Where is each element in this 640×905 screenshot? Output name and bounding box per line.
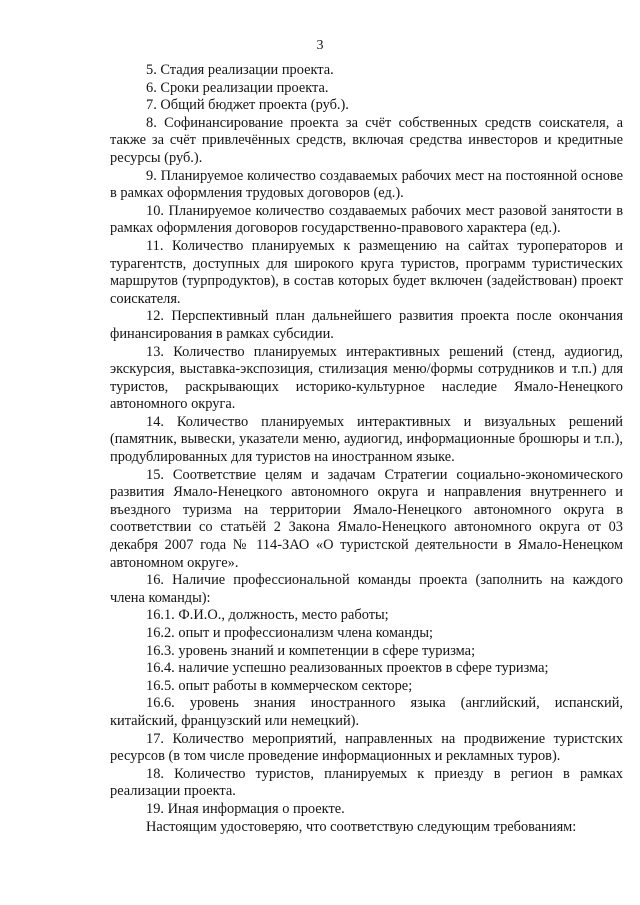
item-19-other-info: 19. Иная информация о проекте. bbox=[146, 800, 345, 817]
item-10-temporary-jobs: 10. Планируемое количество создаваемых рабочих мест разовой занятости в рамках оформления договоров государственно-правового характера (ед.). bbox=[110, 202, 623, 237]
item-9-permanent-jobs: 9. Планируемое количество создаваемых рабочих мест на постоянной основе в рамках оформления трудовых договоров (ед.). bbox=[110, 167, 623, 202]
item-17-promotion-events: 17. Количество мероприятий, направленных на продвижение туристских ресурсов (в том числе проведение информационных и рекламных туров). bbox=[110, 730, 623, 765]
item-15-strategy-compliance: 15. Соответствие целям и задачам Стратегии социально-экономического развития Ямало-Ненецкого автономного округа и направления внутреннего и въездного туризма на территории Ямало-Ненецкого автономного округа в соответствии со статьёй 2 Закона Ямало-Ненецкого автономного округа от 03 декабря 2007 года № 114-ЗАО «О туристской деятельности в Ямало-Ненецком автономном округе». bbox=[110, 466, 623, 571]
item-7-project-budget: 7. Общий бюджет проекта (руб.). bbox=[146, 97, 349, 114]
document-body bbox=[110, 62, 623, 836]
item-5-project-stage: 5. Стадия реализации проекта. bbox=[146, 62, 334, 78]
certification-statement: Настоящим удостоверяю, что соответствую следующим требованиям: bbox=[146, 818, 577, 835]
item-16-6-language-knowledge: 16.6. уровень знания иностранного языка (английский, испанский, китайский, французский или немецкий). bbox=[110, 695, 623, 729]
item-13-interactive-solutions: 13. Количество планируемых интерактивных решений (стенд, аудиогид, экскурсия, выставка-экспозиция, стилизация меню/формы сотрудников и т.п.) для туристов, раскрывающих историко-культурное наследие Ямало-Ненецкого автономного округа. bbox=[110, 343, 623, 413]
item-12-development-plan: 12. Перспективный план дальнейшего развития проекта после окончания финансирования в рамках субсидии. bbox=[110, 308, 623, 342]
item-16-2-team-member-experience: 16.2. опыт и профессионализм члена команды; bbox=[146, 625, 434, 641]
item-11-tour-programs: 11. Количество планируемых к размещению на сайтах туроператоров и турагентств, доступных для широкого круга туристов, программ туристических маршрутов (турпродуктов), в состав которых будет включен (задействован) проект соискателя. bbox=[110, 237, 623, 307]
item-16-4-implemented-projects: 16.4. наличие успешно реализованных проектов в сфере туризма; bbox=[146, 660, 549, 677]
item-18-planned-tourists: 18. Количество туристов, планируемых к приезду в регион в рамках реализации проекта. bbox=[110, 765, 623, 800]
item-6-project-timeline: 6. Сроки реализации проекта. bbox=[146, 79, 329, 96]
item-14-foreign-language-solutions: 14. Количество планируемых интерактивных и визуальных решений (памятник, вывески, указатели меню, аудиогид, информационные брошюры и т.п.), продублированных для туристов на иностранном языке. bbox=[110, 413, 623, 466]
item-16-3-tourism-competence: 16.3. уровень знаний и компетенции в сфере туризма; bbox=[146, 642, 476, 659]
item-8-cofinancing: 8. Софинансирование проекта за счёт собственных средств соискателя, а также за счёт привлечённых средств, включая средства инвесторов и кредитные ресурсы (руб.). bbox=[110, 114, 623, 166]
page-number: 3 bbox=[316, 38, 324, 53]
item-16-project-team: 16. Наличие профессиональной команды проекта (заполнить на каждого члена команды): bbox=[110, 572, 623, 606]
item-16-1-team-member-name: 16.1. Ф.И.О., должность, место работы; bbox=[146, 607, 389, 624]
item-16-5-commercial-experience: 16.5. опыт работы в коммерческом секторе; bbox=[146, 677, 413, 694]
